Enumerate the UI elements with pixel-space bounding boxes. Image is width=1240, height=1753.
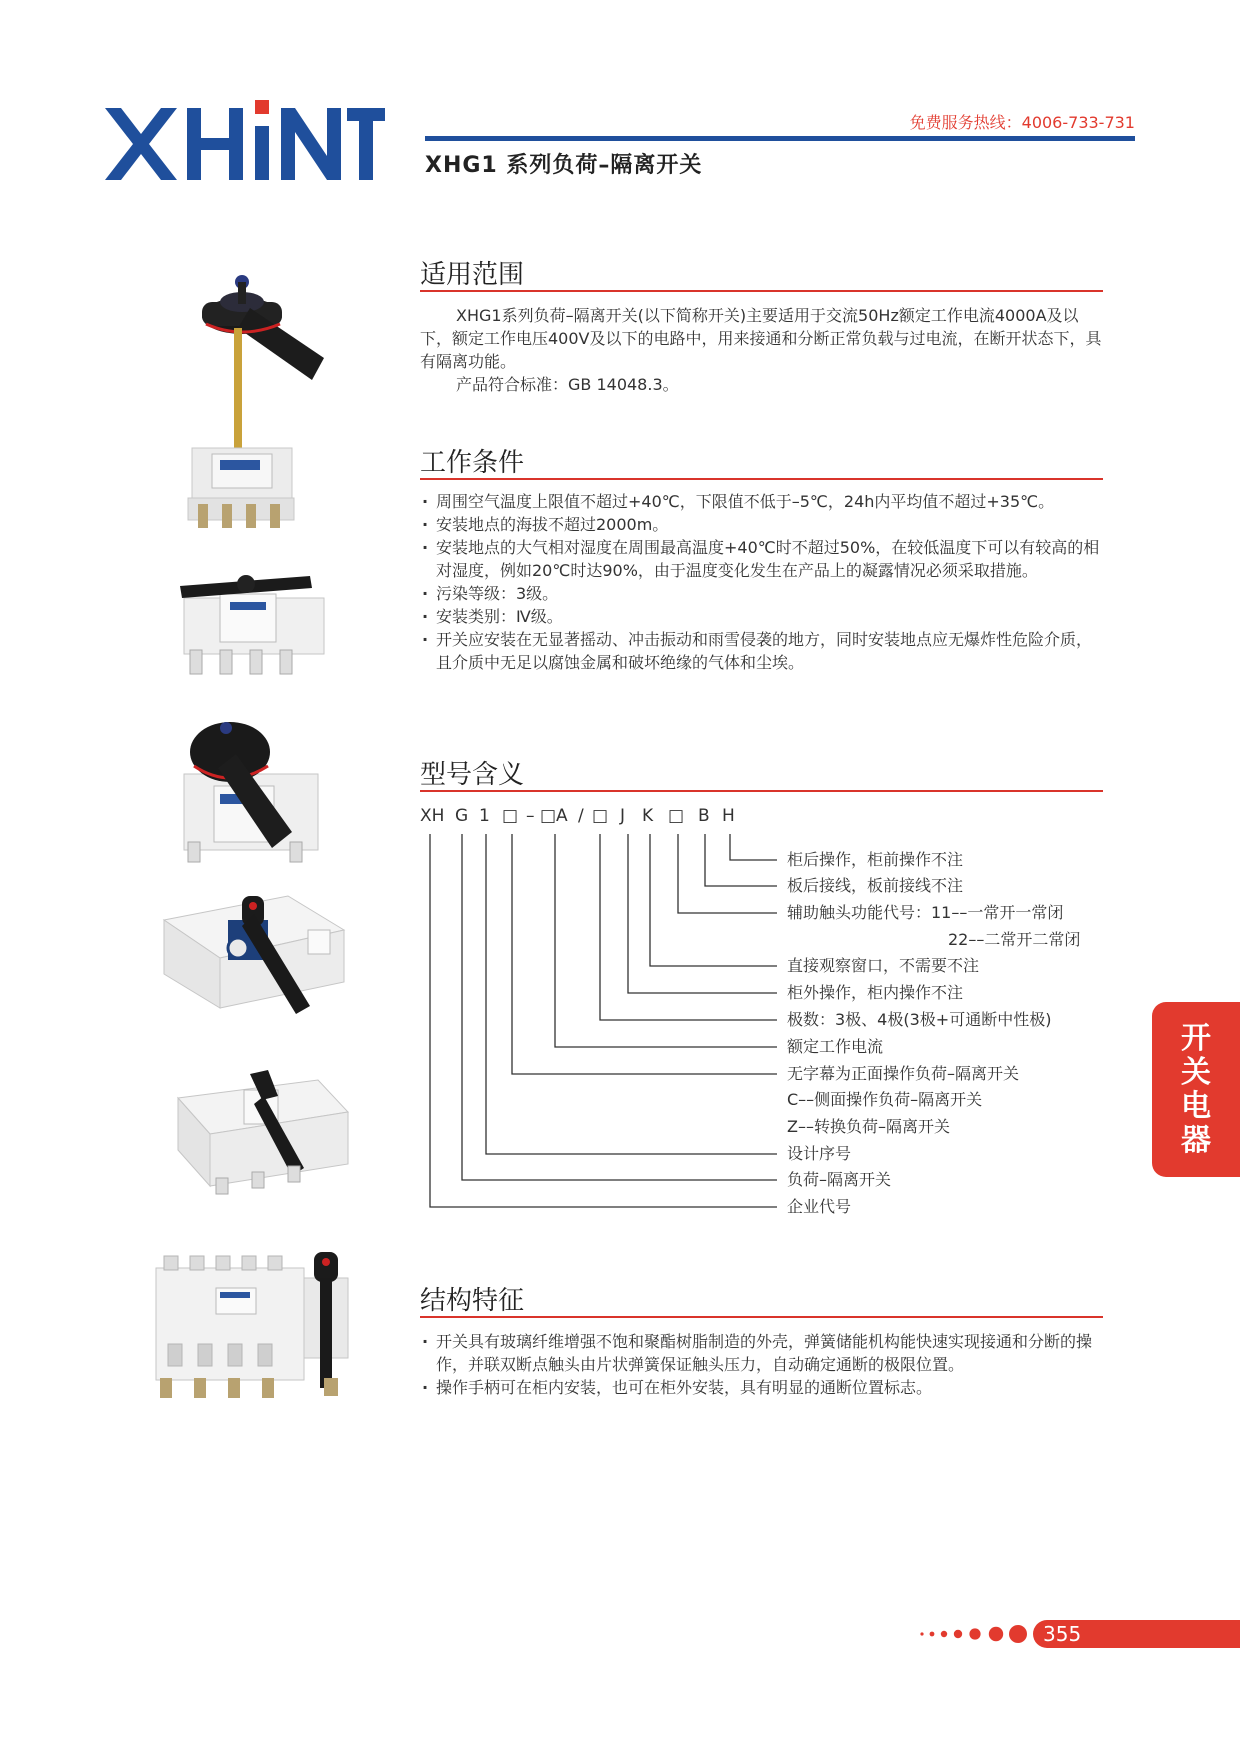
model-desc-aux-2: 22––二常开二常闭 [948,930,1081,949]
list-item: · 周围空气温度上限值不超过+40℃，下限值不低于–5℃，24h内平均值不超过+35℃。 [420,490,1106,513]
section-title-model: 型号含义 [420,760,525,790]
section-title-structure: 结构特征 [420,1286,525,1316]
code-part: G [455,806,469,826]
category-tab-char: 开 [1181,1021,1211,1056]
model-desc-g: 负荷–隔离开关 [787,1170,892,1189]
category-tab-char: 关 [1181,1055,1211,1090]
page-dots-decoration [918,1624,1028,1644]
section-rule [420,790,1103,792]
model-desc-b: 板后接线，板前接线不注 [787,876,964,895]
model-desc-type-z: Z––转换负荷–隔离开关 [787,1117,950,1136]
code-part: 1 [479,806,490,826]
category-tab-char: 电 [1181,1089,1211,1124]
application-para-2: 产品符合标准：GB 14048.3。 [456,375,679,394]
model-code-tree [420,820,800,1220]
code-part: J [620,806,626,826]
code-part: B [698,806,710,826]
application-para-1: XHG1系列负荷–隔离开关(以下简称开关)主要适用于交流50Hz额定工作电流4000A及以下，额定工作电压400V及以下的电路中，用来接通和分断正常负载与过电流，在断开状态下，具有隔离功能。 [420,306,1102,371]
model-desc-h: 柜后操作，柜前操作不注 [787,850,964,869]
code-part: / [578,806,584,826]
model-desc-poles: 极数：3极、4极(3极+可通断中性极) [787,1010,1052,1029]
list-item: · 开关应安装在无显著摇动、冲击振动和雨雪侵袭的地方，同时安装地点应无爆炸性危险介质，且介质中无足以腐蚀金属和破坏绝缘的气体和尘埃。 [420,628,1106,674]
model-desc-j: 柜外操作，柜内操作不注 [787,983,964,1002]
section-title-application: 适用范围 [420,260,525,290]
list-item: · 操作手柄可在柜内安装，也可在柜外安装，具有明显的通断位置标志。 [420,1376,1106,1399]
list-item: · 安装类别：Ⅳ级。 [420,605,1106,628]
model-desc-k: 直接观察窗口，不需要不注 [787,956,980,975]
header-rule [425,136,1135,141]
service-hotline: 免费服务热线：4006-733-731 [909,113,1135,132]
xhnt-logo [105,100,385,180]
model-desc-aux: 辅助触头功能代号：11––一常开一常闭 [787,903,1064,922]
product-image-extended-handle [180,268,330,533]
code-part: □ [502,806,519,826]
code-part: H [722,806,735,826]
list-item: · 安装地点的大气相对湿度在周围最高温度+40℃时不超过50%，在较低温度下可以有较高的相对湿度，例如20℃时达90%，由于温度变化发生在产品上的凝露情况必须采取措施。 [420,536,1106,582]
category-tab [1152,1002,1240,1177]
list-item: · 开关具有玻璃纤维增强不饱和聚酯树脂制造的外壳，弹簧储能机构能快速实现接通和分断的操作，并联双断点触头由片状弹簧保证触头压力，自动确定通断的极限位置。 [420,1330,1106,1376]
model-desc-type-c: C––侧面操作负荷–隔离开关 [787,1090,983,1109]
product-image-changeover-switch [154,1248,359,1403]
code-part: – [526,806,535,826]
code-part: □ [668,806,685,826]
list-item: · 安装地点的海拔不超过2000m。 [420,513,1106,536]
page-title: XHG1 系列负荷–隔离开关 [425,153,703,178]
product-image-front-operated [180,572,330,680]
page-number: 355 [1033,1620,1240,1648]
code-part: □A [540,806,568,826]
section-rule [420,1316,1103,1318]
product-image-knob-handle [180,714,330,864]
product-image-angled-switch [168,1068,353,1198]
code-part: K [642,806,654,826]
application-text [420,304,1106,396]
product-image-large-switch [158,890,348,1025]
model-desc-type: 无字幕为正面操作负荷–隔离开关 [787,1064,1020,1083]
list-item: · 污染等级：3级。 [420,582,1106,605]
section-rule [420,478,1103,480]
code-part: XH [420,806,445,826]
category-tab-char: 器 [1181,1123,1211,1158]
code-part: □ [592,806,609,826]
model-desc-current: 额定工作电流 [787,1037,884,1056]
section-title-conditions: 工作条件 [420,448,525,478]
conditions-list [420,490,1106,674]
model-desc-xh: 企业代号 [787,1197,852,1216]
section-rule [420,290,1103,292]
model-desc-design: 设计序号 [787,1144,852,1163]
structure-list [420,1330,1106,1399]
